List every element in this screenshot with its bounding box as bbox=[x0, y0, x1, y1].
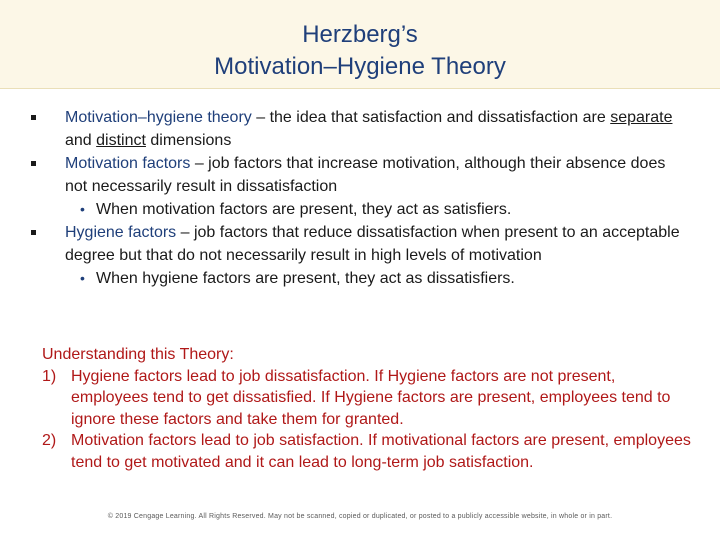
term-hygiene-factors: Hygiene factors bbox=[65, 224, 177, 241]
definition-text: – the idea that satisfaction and dissatisfaction are bbox=[251, 109, 611, 126]
bullet-motivation-hygiene-theory bbox=[20, 106, 680, 152]
understanding-section bbox=[42, 344, 692, 473]
underlined-word-distinct: distinct bbox=[96, 132, 146, 149]
numbered-item-hygiene bbox=[42, 366, 692, 431]
square-bullet-icon bbox=[31, 115, 36, 120]
title-line-1: Herzberg’s bbox=[302, 21, 418, 48]
term-motivation-factors: Motivation factors bbox=[65, 155, 191, 172]
square-bullet-icon bbox=[31, 230, 36, 235]
understanding-heading: Understanding this Theory: bbox=[42, 346, 234, 363]
sub-bullet-dissatisfiers bbox=[20, 267, 680, 290]
bullet-motivation-factors bbox=[20, 152, 680, 198]
definition-text: – job factors that increase motivation, although their absence does not necessarily result in dissatisfaction bbox=[65, 155, 666, 195]
item-number: 1) bbox=[42, 367, 57, 385]
item-number: 2) bbox=[42, 432, 57, 449]
sub-bullet-text: When motivation factors are present, they act as satisfiers. bbox=[96, 201, 512, 218]
numbered-item-motivation bbox=[42, 430, 692, 473]
item-text: Hygiene factors lead to job dissatisfaction. If Hygiene factors are not present, employees tend to get dissatisfied. If Hygiene factors are present, employees tend to ignore these factors and take them for granted. bbox=[71, 367, 671, 428]
sub-bullet-text: When hygiene factors are present, they act as dissatisfiers. bbox=[96, 270, 515, 287]
definition-text: dimensions bbox=[145, 132, 232, 149]
slide-title bbox=[0, 19, 720, 83]
title-line-2: Motivation–Hygiene Theory bbox=[214, 53, 506, 80]
term-motivation-hygiene-theory: Motivation–hygiene theory bbox=[65, 109, 252, 126]
dot-bullet-icon: • bbox=[80, 201, 85, 217]
square-bullet-icon bbox=[31, 161, 36, 166]
definition-text: and bbox=[65, 132, 97, 149]
item-text: Motivation factors lead to job satisfaction. If motivational factors are present, employees tend to get motivated and it can lead to long-term job satisfaction. bbox=[71, 432, 691, 471]
bullet-list bbox=[20, 106, 680, 290]
underlined-word-separate: separate bbox=[610, 109, 673, 126]
definition-text: – job factors that reduce dissatisfaction when present to an acceptable degree but that do not necessarily result in high levels of motivation bbox=[65, 224, 680, 264]
copyright-footer: © 2019 Cengage Learning. All Rights Reserved. May not be scanned, copied or duplicated, or posted to a publicly accessible website, in whole or in part. bbox=[107, 513, 613, 520]
bullet-hygiene-factors bbox=[20, 221, 680, 267]
dot-bullet-icon: • bbox=[80, 270, 85, 286]
sub-bullet-satisfiers bbox=[20, 198, 680, 221]
